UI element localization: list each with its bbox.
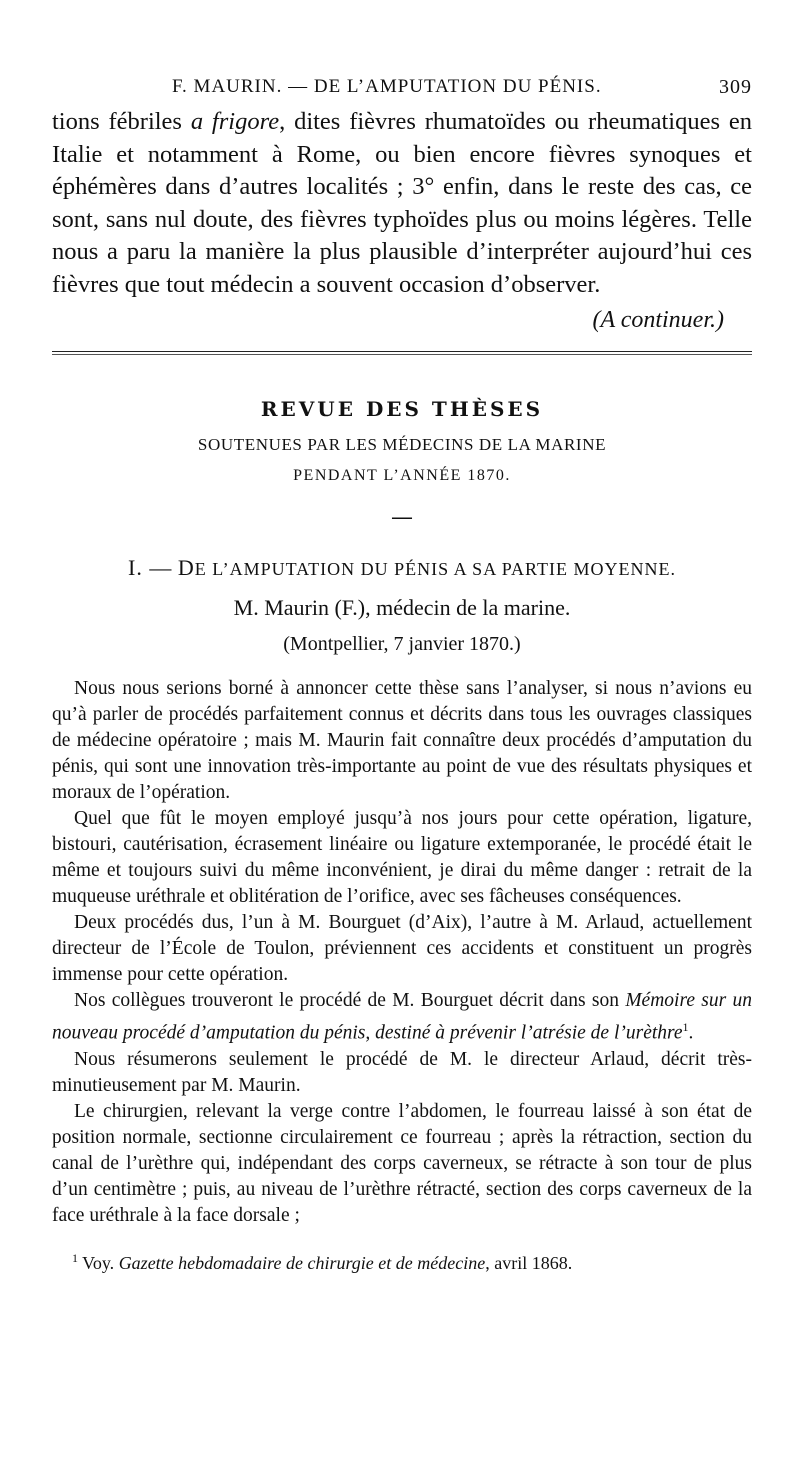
section-subtitle-year: PENDANT L’ANNÉE 1870. bbox=[293, 467, 511, 484]
paragraph-5: Nous résumerons seulement le procédé de M. le directeur Arlaud, décrit très-minutieusement par M. Maurin. bbox=[52, 1048, 752, 1096]
paragraph-1: Nous nous serions borné à annoncer cette thèse sans l’analyser, si nous n’avions eu qu’à parler de procédés parfaitement connus et décrits dans tous les ouvrages classiques de médecine opératoire ; mais M. Maurin fait connaître deux procédés d’amputation du pénis, qui sont une innovation très-importante au point de vue des résultats physiques et moraux de l’opération. bbox=[52, 678, 752, 803]
place-date-line: (Montpellier, 7 janvier 1870.) bbox=[283, 633, 521, 655]
paragraph-3: Deux procédés dus, l’un à M. Bourguet (d’Aix), l’autre à M. Arlaud, actuellement directeur de l’École de Toulon, préviennent ces accidents et constituent un progrès immense pour cette opération. bbox=[52, 912, 752, 985]
footnote-journal: Gazette hebdomadaire de chirurgie et de médecine bbox=[118, 1252, 486, 1273]
document-page bbox=[52, 70, 752, 1274]
footnote-ref: 1 bbox=[682, 1020, 689, 1034]
article-heading-initial: D bbox=[177, 555, 195, 580]
footnote-prefix: Voy. bbox=[78, 1252, 119, 1273]
footnote-mark: 1 bbox=[72, 1250, 78, 1265]
article-heading bbox=[52, 555, 752, 581]
paragraph-4-end: . bbox=[688, 1022, 694, 1044]
continued-text-italic: a frigore bbox=[190, 108, 280, 135]
running-title: F. MAURIN. — DE L’AMPUTATION DU PÉNIS. bbox=[172, 76, 602, 97]
dash-separator: — bbox=[391, 505, 413, 530]
author-line: M. Maurin (F.), médecin de la marine. bbox=[233, 595, 571, 620]
section-divider bbox=[52, 351, 752, 355]
paragraph-4-text: Nos collègues trouveront le procédé de M. Bourguet décrit dans son bbox=[74, 990, 626, 1011]
article-heading-text: E L’AMPUTATION DU PÉNIS A SA PARTIE MOYENNE. bbox=[194, 559, 676, 579]
continued-text-start: tions fébriles bbox=[52, 108, 191, 135]
running-head bbox=[52, 70, 752, 106]
article-number: I. — bbox=[128, 555, 173, 580]
paragraph-2: Quel que fût le moyen employé jusqu’à nos jours pour cette opération, ligature, bistouri, cautérisation, écrasement linéaire ou ligature extemporanée, le procédé était le même et toujours suivi du même inconvénient, je dirai du même danger : retrait de la muqueuse uréthrale et oblitération de l’orifice, avec ses fâcheuses conséquences. bbox=[52, 808, 752, 907]
to-be-continued: (A continuer.) bbox=[592, 307, 724, 333]
footnote bbox=[52, 1251, 752, 1274]
footnote-suffix: , avril 1868. bbox=[485, 1252, 573, 1273]
section-title: REVUE DES THÈSES bbox=[260, 397, 544, 421]
continued-paragraph bbox=[52, 106, 752, 301]
section-subtitle: SOUTENUES PAR LES MÉDECINS DE LA MARINE bbox=[197, 435, 607, 454]
memoir-title: Mémoire sur un nouveau procédé d’amputation du pénis, destiné à prévenir l’atrésie de l’urèthre bbox=[52, 990, 752, 1044]
paragraph-4 bbox=[52, 988, 752, 1047]
continued-text-rest: , dites fièvres rhumatoïdes ou rheumatiques en Italie et notamment à Rome, ou bien encore fièvres synoques et éphémères dans d’autres localités ; 3° enfin, dans le reste des cas, ce sont, sans nul doute, des fièvres typhoïdes plus ou moins légères. Telle nous a paru la manière la plus plausible d’interpréter aujourd’hui ces fièvres que tout médecin a souvent occasion d’observer. bbox=[52, 108, 752, 298]
paragraph-6: Le chirurgien, relevant la verge contre l’abdomen, le fourreau laissé à son état de position normale, sectionne circulairement ce fourreau ; après la rétraction, section du canal de l’urèthre qui, indépendant des corps caverneux, se rétracte à son tour de plus d’un centimètre ; puis, au niveau de l’urèthre rétracté, section des corps caverneux de la face uréthrale à la face dorsale ; bbox=[52, 1100, 752, 1226]
page-number: 309 bbox=[719, 76, 752, 98]
